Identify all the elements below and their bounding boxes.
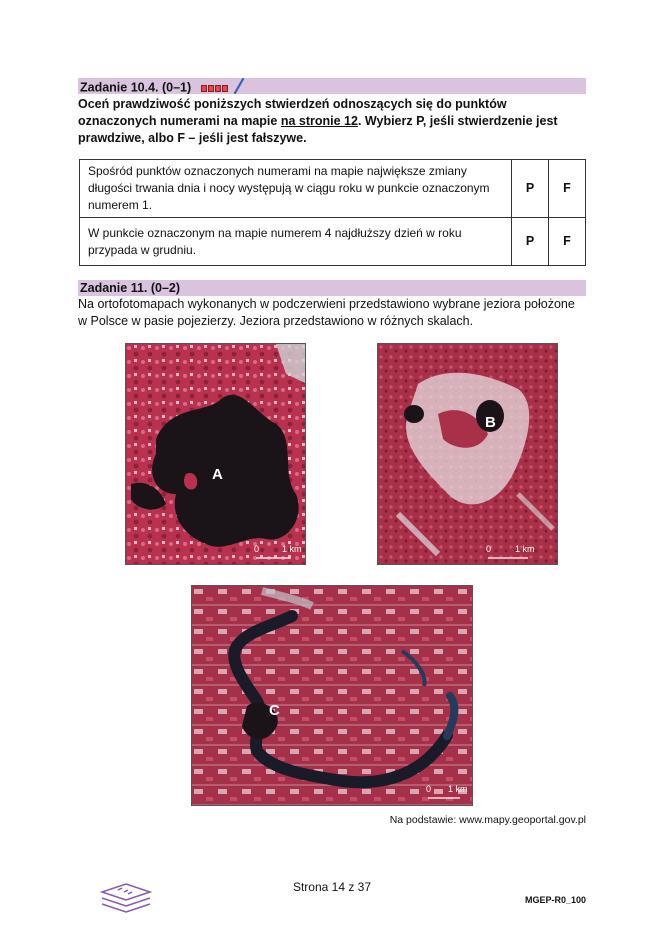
skill-chips-icon [201,80,229,96]
statement-cell: Spośród punktów oznaczonych numerami na mapie największe zmiany długości trwania dnia i nocy występują w ciągu roku w punkcie oznaczonym numerem 1. [80,160,512,218]
source-note: Na podstawie: www.mapy.geoportal.gov.pl [389,814,586,826]
orthophoto-map-b [377,343,558,565]
scale-bar-start: 0 [426,784,432,794]
scale-bar-end: 1 km [515,544,535,554]
task-10-4-instruction: Oceń prawdziwość poniższych stwierdzeń odnoszących się do punktów oznaczonych numerami na mapie na stronie 12. Wybierz P, jeśli stwierdzenie jest prawdziwe, albo F – jeśli jest fałszywe. [78,97,558,145]
task-11-intro: Na ortofotomapach wykonanych w podczerwieni przedstawiono wybrane jeziora położone w Polsce w pasie pojezierzy. Jeziora przedstawiono w różnych skalach. [78,297,575,328]
orthophoto-map-a [125,343,306,565]
page-reference: na stronie 12 [280,114,358,128]
true-false-table [79,159,586,266]
option-p[interactable]: P [512,160,549,218]
table-row [80,160,586,218]
option-f[interactable]: F [549,160,586,218]
statement-cell: W punkcie oznaczonym na mapie numerem 4 najdłuższy dzień w roku przypada w grudniu. [80,218,512,266]
task-10-4-title: Zadanie 10.4. (0–1) [80,80,192,95]
scale-bar-end: 1 km [282,544,302,554]
exam-code: MGEP-R0_100 [524,895,586,905]
task-11-header [78,280,586,296]
lake-label-b: B [485,414,496,431]
scale-bar-start: 0 [254,544,260,554]
option-f[interactable]: F [549,218,586,266]
orthophoto-map-c [191,585,473,806]
lake-label-a: A [212,466,223,483]
lake-label-c: C [269,702,280,719]
option-p[interactable]: P [512,218,549,266]
task-10-4-header [78,78,586,94]
pen-icon [233,78,245,98]
table-row [80,218,586,266]
scale-bar-start: 0 [486,544,492,554]
task-11-title: Zadanie 11. (0–2) [80,281,181,295]
scale-bar-end: 1 km [448,784,468,794]
page-number: Strona 14 z 37 [292,880,372,894]
